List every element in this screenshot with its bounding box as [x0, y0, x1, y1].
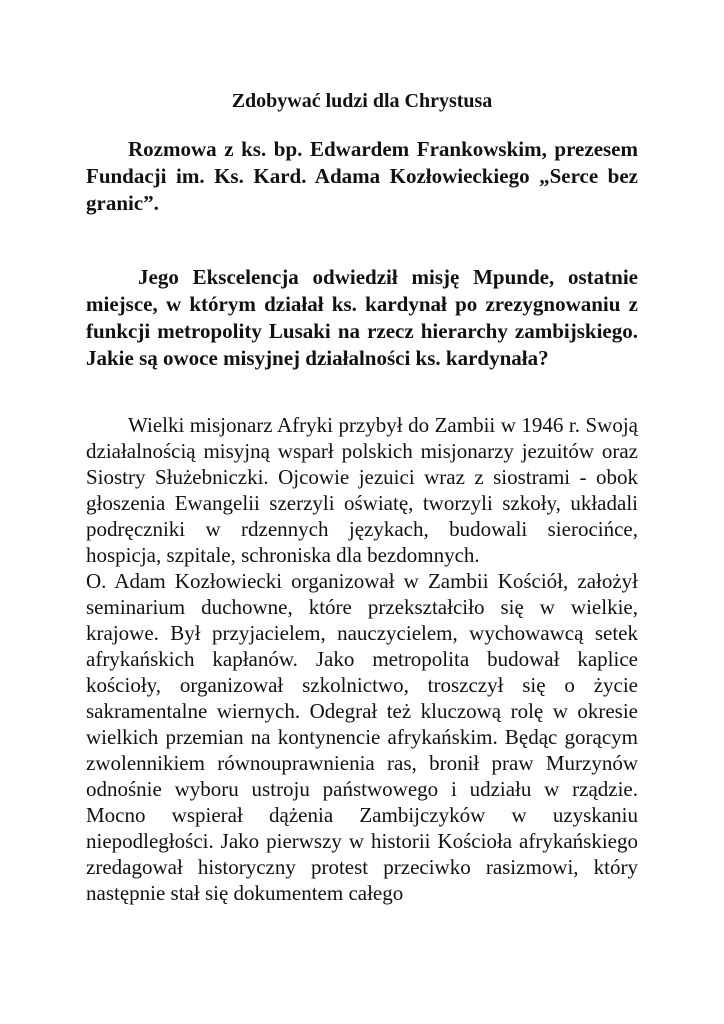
answer-paragraph-1: Wielki misjonarz Afryki przybył do Zambii w 1946 r. Swoją działalnością misyjną wsparł polskich misjonarzy jezuitów oraz Siostry Służebniczki. Ojcowie jezuici wraz z siostrami - obok głoszenia Ewangelii szerzyli oświatę, tworzyli szkoły, układali podręczniki w rdzennych językach, budowali sierocińce, hospicja, szpitale, schroniska dla bezdomnych.	[86, 413, 638, 567]
interview-answer	[86, 412, 638, 906]
answer-paragraph-2: O. Adam Kozłowiecki organizował w Zambii Kościół, założył seminarium duchowne, które przekształciło się w wielkie, krajowe. Był przyjacielem, nauczycielem, wychowawcą setek afrykańskich kapłanów. Jako metropolita budował kaplice kościoły, organizował szkolnictwo, troszczył się o życie sakramentalne wiernych. Odegrał też kluczową rolę w okresie wielkich przemian na kontynencie afrykańskim. Będąc gorącym zwolennikiem równouprawnienia ras, bronił praw Murzynów odnośnie wyboru ustroju państwowego i udziału w rządzie. Mocno wspierał dążenia Zambijczyków w uzyskaniu niepodległości. Jako pierwszy w historii Kościoła afrykańskiego zredagował historyczny protest przeciwko rasizmowi, który następnie stał się dokumentem całego	[86, 569, 638, 905]
interview-question: Jego Ekscelencja odwiedził misję Mpunde, ostatnie miejsce, w którym działał ks. kardynał po zrezygnowaniu z funkcji metropolity Lusaki na rzecz hierarchy zambijskiego. Jakie są owoce misyjnej działalności ks. kardynała?	[86, 265, 638, 370]
document-title: Zdobywać ludzi dla Chrystusa	[231, 90, 493, 112]
interview-subtitle: Rozmowa z ks. bp. Edwardem Frankowskim, prezesem Fundacji im. Ks. Kard. Adama Kozłowieckiego „Serce bez granic”.	[86, 137, 638, 215]
